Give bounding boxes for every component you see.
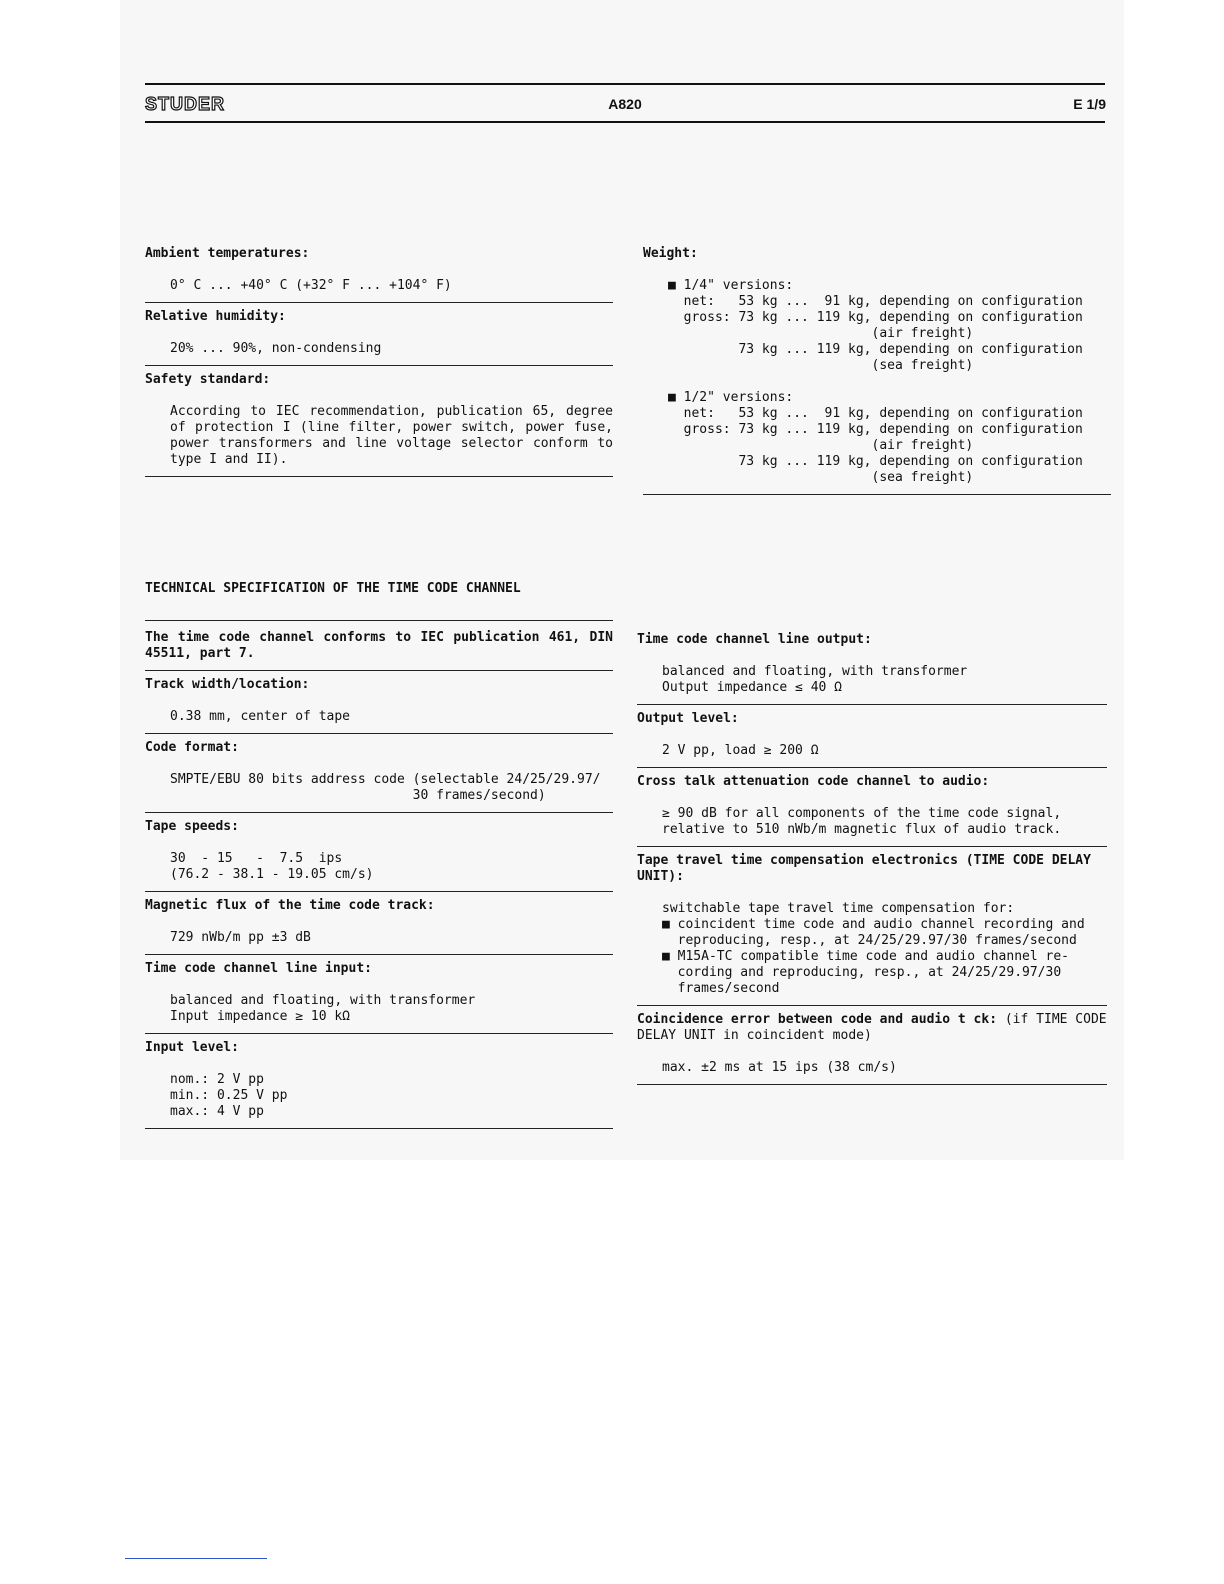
section-title-rule xyxy=(145,620,613,621)
spec-body: switchable tape travel time compensation for: ■ coincident time code and audio channel recording and reproducing, resp., at 24/25/29.97/30 frames/second ■ M15A-TC compatible time code and audio channel re- cording and reproducing, resp., at 24/25/29.97/30 frames/second xyxy=(662,901,1085,996)
spec-heading: Time code channel line input: xyxy=(145,961,372,976)
spec-heading: Magnetic flux of the time code track: xyxy=(145,898,435,913)
brand-logo: STUDER xyxy=(145,94,226,114)
spec-cross-talk xyxy=(637,774,1107,847)
spec-body: ■ 1/4" versions: net: 53 kg ... 91 kg, depending on configuration gross: 73 kg ... 119 kg, depending on configuration (air freight) 73 kg ... 119 kg, depending on configuration (sea freight) ■ 1/2" versions: net: 53 kg ... 91 kg, depending on configuration gross: 73 kg ... 119 kg, depending on configuration (air freight) 73 kg ... 119 kg, depending on configuration (sea freight) xyxy=(668,278,1083,485)
spec-heading: Tape travel time compensation electronics (TIME CODE DELAY UNIT): xyxy=(637,853,1091,884)
spec-intro-text: The time code channel conforms to IEC publication 461, DIN 45511, part 7. xyxy=(145,630,613,661)
spec-heading-note: (if TIME CODE DELAY UNIT in coincident mode) xyxy=(637,1012,1107,1043)
spec-output-level xyxy=(637,711,1107,768)
spec-body: SMPTE/EBU 80 bits address code (selectable 24/25/29.97/ 30 frames/second) xyxy=(170,772,601,803)
footer-rule xyxy=(125,1558,267,1559)
spec-body: 0.38 mm, center of tape xyxy=(170,709,351,724)
spec-coincidence-error xyxy=(637,1012,1107,1085)
header-bottom-rule xyxy=(145,121,1105,123)
time-code-specs-right xyxy=(637,626,1107,1085)
spec-body: 20% ... 90%, non-condensing xyxy=(170,341,382,356)
spec-heading: Time code channel line output: xyxy=(637,632,872,647)
spec-heading: Input level: xyxy=(145,1040,239,1055)
spec-body: According to IEC recommendation, publication 65, degree of protection I (line filter, power switch, power fuse, power transformers and line voltage selector conform to type I and II). xyxy=(170,404,613,467)
model-label: A820 xyxy=(608,96,642,112)
spec-safety-standard xyxy=(145,372,613,477)
spec-relative-humidity xyxy=(145,309,613,366)
spec-body: 729 nWb/m pp ±3 dB xyxy=(170,930,311,945)
spec-body: nom.: 2 V pp min.: 0.25 V pp max.: 4 V pp xyxy=(170,1072,288,1119)
spec-intro xyxy=(145,630,613,671)
spec-tape-speeds xyxy=(145,819,613,892)
spec-body: 2 V pp, load ≥ 200 Ω xyxy=(662,743,819,758)
spec-heading: Relative humidity: xyxy=(145,309,286,324)
spec-input-level xyxy=(145,1040,613,1129)
spec-line-input xyxy=(145,961,613,1034)
header-top-rule xyxy=(145,83,1105,85)
section-title: TECHNICAL SPECIFICATION OF THE TIME CODE CHANNEL xyxy=(145,581,521,596)
spec-body: max. ±2 ms at 15 ips (38 cm/s) xyxy=(662,1060,897,1075)
spec-ambient-temperatures xyxy=(145,246,613,303)
spec-heading: Coincidence error between code and audio t ck: xyxy=(637,1012,998,1027)
spec-code-format xyxy=(145,740,613,813)
spec-magnetic-flux xyxy=(145,898,613,955)
spec-heading: Tape speeds: xyxy=(145,819,239,834)
spec-heading: Ambient temperatures: xyxy=(145,246,310,261)
time-code-specs-left xyxy=(145,626,613,1129)
spec-heading: Weight: xyxy=(643,246,698,261)
spec-body: balanced and floating, with transformer Output impedance ≤ 40 Ω xyxy=(662,664,968,695)
spec-heading: Safety standard: xyxy=(145,372,271,387)
spec-body: ≥ 90 dB for all components of the time code signal, relative to 510 nWb/m magnetic flux of audio track. xyxy=(662,806,1062,837)
spec-body: balanced and floating, with transformer Input impedance ≥ 10 kΩ xyxy=(170,993,476,1024)
spec-tape-travel-compensation xyxy=(637,853,1107,1006)
spec-weight xyxy=(643,246,1111,495)
spec-track-width xyxy=(145,677,613,734)
spec-line-output xyxy=(637,632,1107,705)
spec-heading: Track width/location: xyxy=(145,677,310,692)
spec-heading: Output level: xyxy=(637,711,739,726)
weight-specs xyxy=(643,240,1111,495)
spec-heading-block xyxy=(637,1012,1107,1044)
spec-body: 30 - 15 - 7.5 ips (76.2 - 38.1 - 19.05 cm/s) xyxy=(170,851,374,882)
spec-body: 0° C ... +40° C (+32° F ... +104° F) xyxy=(170,278,452,293)
spec-heading: Cross talk attenuation code channel to audio: xyxy=(637,774,990,789)
general-specs-left xyxy=(145,240,613,477)
page-number: E 1/9 xyxy=(1073,96,1106,112)
spec-heading: Code format: xyxy=(145,740,239,755)
